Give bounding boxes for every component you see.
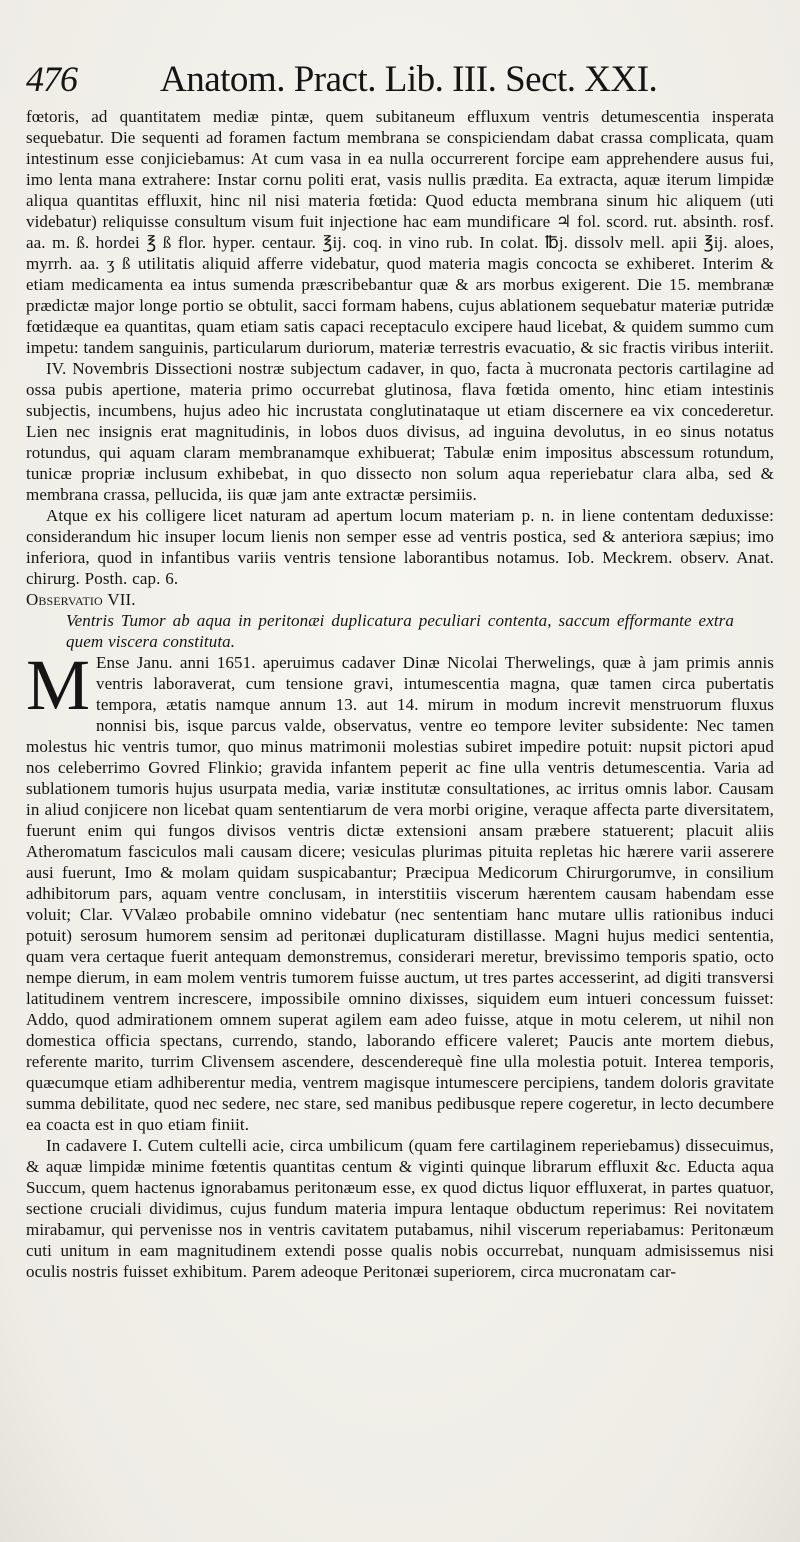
page-number: 476: [26, 59, 77, 99]
body-text: [26, 106, 774, 1282]
page-header: [26, 58, 774, 102]
observation-paragraph-1-text: Ense Janu. anni 1651. aperuimus cadaver Dinæ Nicolai Therwelings, quæ à jam primis annis ventris laboraverat, cum tensione gravi, intumescentia magna, quæ tamen circa pubertatis tempora, ætatis namque annum 13. aut 14. mirum in modum increvit menstruorum fluxus nonnisi bis, isque parcus valde, observatus, ventre eo tempore leviter subsidente: Nec tamen molestus hic ventris tumor, quo minus matrimonii molestias subiret impedire potuit: nupsit pictori apud nos celeberrimo Govred Flinkio; gravida infantem peperit ac fine ulla ventris detumescentia. Varia ad sublationem tumoris hujus usurpata media, variæ institutæ consultationes, ac irritus omnis labor. Causam in aliud conjicere non licebat quam sententiarum de vera morbi origine, veraque affecta parte diversitatem, fuerunt enim qui fungos divisos ventris dictæ extensioni ansam præbere statuerent; placuit aliis Atheromatum fasciculos mali causam dicere; vesiculas plurimas pituita repletas hic hærere varii asserere ausi fuerunt, Imo & molam quidam suspicabantur; Præcipua Medicorum Chirurgorumve, in consilium adhibitorum pars, aquam ventre conclusam, in interstitiis viscerum hærentem causam habendam esse voluit; Clar. VValæo probabile omnino videbatur (nec sententiam hanc mutare ullis rationibus induci potuit) serosum humorem sensim ad peritonæi duplicaturam distillasse. Magni hujus medici sententia, quam vera certaque fuerit antequam demonstremus, considerari meretur, brevissimo temporis spatio, octo nempe dierum, in eam molem ventris tumorem fuisse auctum, ut tres partes accesserint, ad digiti transversi latitudinem ventrem increscere, impossibile omnino dixisses, siquidem eum intueri concessum fuisset: Addo, quod admirationem omnem superat agilem eam adeo fuisse, atque in motu celerem, ut nihil non domestica officia spectans, currendo, stando, laborando efficere valeret; Paucis ante mortem diebus, referente marito, turrim Clivensem ascendere, descenderequè fine ulla molestia potuit. Interea temporis, quæcumque etiam adhiberentur media, ventrem magisque intumescere percipiens, tandem doloris gravitate summa debilitate, quod nec sedere, nec stare, sed manibus pedibusque repere cogeretur, in lecto decumbere ea coacta est in quo etiam finiit.: [26, 653, 774, 1134]
observation-title: Observatio VII.: [26, 590, 136, 609]
drop-cap: M: [26, 645, 91, 725]
observation-subtitle: Ventris Tumor ab aqua in peritonæi duplicatura peculiari contenta, saccum efformante extra quem viscera constituta.: [66, 611, 734, 651]
paragraph-1: fœtoris, ad quantitatem mediæ pintæ, quem subitaneum effluxum ventris detumescentia insperata sequebatur. Die sequenti ad foramen factum membrana se conspiciendam dabat crassa complicata, quam intestinum esse conjiciebamus: At cum vasa in ea nulla occurrerent forcipe eam apprehendere ausus fui, imo lenta mana extrahere: Instar cornu politi erat, vasis nullis prædita. Ea extracta, aquæ iterum limpidæ aliqua quantitas effluxit, hinc nil nisi materia fœtida: Quod educta membrana sinum hic aliquem (uti videbatur) reliquisse consultum visum fuit injectione hac eam mundificare ♃ fol. scord. rut. absinth. rosf. aa. m. ß. hordei ℥ ß flor. hyper. centaur. ℥ij. coq. in vino rub. In colat. ℔j. dissolv mell. apii ℥ij. aloes, myrrh. aa. ʒ ß utilitatis aliquid afferre videbatur, quod materia magis concocta se exhiberet. Interim & etiam medicamenta ea intus sumenda præscribebantur quæ & ars morbus exigerent. Die 15. membranæ prædictæ major longe portio se obtulit, sacci formam habens, cujus ablationem sequebatur materiæ putridæ fœtidæque ea quantitas, quam etiam satis capaci receptaculo excipere haud licebat, & quidem summo cum impetu: tandem sanguinis, particularum duriorum, materiæ terrestris evacuatio, & sic fractis viribus interiit.: [26, 107, 774, 357]
running-head: Anatom. Pract. Lib. III. Sect. XXI.: [160, 59, 658, 100]
observation-paragraph-1: [26, 645, 774, 1135]
paragraph-2: IV. Novembris Dissectioni nostræ subjectum cadaver, in quo, facta à mucronata pectoris cartilagine ad ossa pubis apertione, materia primo occurrebat glutinosa, flava fœtida omento, hinc etiam intestinis subjectis, incumbens, hujus adeo hic incrustata conglutinataque ut etiam discernere ea vix concederetur. Lien nec insignis erat magnitudinis, in lobos duos divisus, ad inguina devolutus, in eo sinus notatus rotundus, qui aquam claram membranamque exhibuerat; Tabulæ enim impositus abscessum rotundum, tunicæ propriæ inclusum exhibebat, in quo dissecto non solum aqua reperiebatur clara alba, sed & membrana crassa, pellucida, iis quæ jam ante extractæ persimiis.: [26, 359, 774, 504]
paragraph-3: Atque ex his colligere licet naturam ad apertum locum materiam p. n. in liene contentam deduxisse: considerandum hic insuper locum lienis non semper esse ad ventris postica, sed & anteriora sæpius; imo inferiora, quod in infantibus variis ventris tensione laborantibus notamus. Iob. Meckrem. observ. Anat. chirurg. Posth. cap. 6.: [26, 506, 774, 588]
observation-paragraph-2: In cadavere I. Cutem cultelli acie, circa umbilicum (quam fere cartilaginem reperiebamus) dissecuimus, & aquæ limpidæ minime fœtentis quantitas centum & viginti quinque librarum effluxit &c. Educta aqua Succum, quem hactenus ignorabamus peritonæum esse, ex quod dictus liquor effluxerat, in partes quatuor, sectione cruciali dividimus, cujus fundum materia impura lentaque obductum reperimus: Rei novitatem mirabamur, qui pervenisse nos in ventris cavitatem putabamus, nihil viscerum reperiabamus: Peritonæum cuti unitum in eam magnitudinem extendi posse qualis nobis occurrebat, nunquam admisissemus nisi oculis nostris fuisset exhibitum. Parem adeoque Peritonæi superiorem, circa mucronatam car-: [26, 1136, 774, 1281]
